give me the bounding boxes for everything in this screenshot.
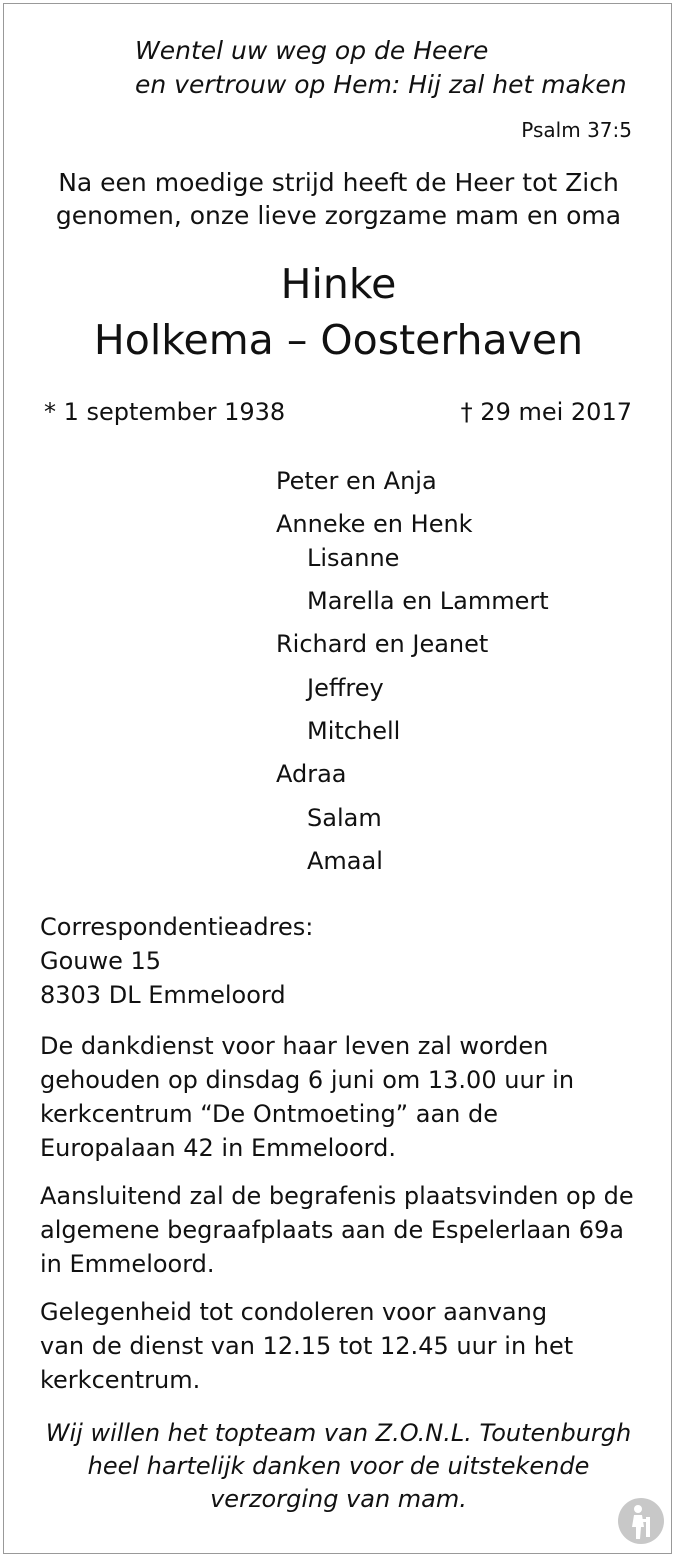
intro-line-1: Na een moedige strijd heeft de Heer tot Zich [58,168,619,197]
service-line: De dankdienst voor haar leven zal worden [40,1032,549,1060]
family-member: Richard en Jeanet [276,630,489,658]
family-member: Amaal [307,847,383,875]
deceased-first-name: Hinke [280,260,397,308]
condolence-line: kerkcentrum. [40,1366,201,1394]
condolence-paragraph [40,1295,640,1397]
verse-reference: Psalm 37:5 [521,118,632,142]
burial-paragraph [40,1179,640,1281]
family-member: Anneke en Henk [276,510,473,538]
family-member: Jeffrey [307,674,384,702]
family-member: Mitchell [307,717,401,745]
service-line: gehouden op dinsdag 6 juni om 13.00 uur in [40,1066,575,1094]
death-date: † 29 mei 2017 [460,398,632,426]
correspondence-label: Correspondentieadres: [40,913,314,941]
intro-line-2: genomen, onze lieve zorgzame mam en oma [55,201,622,230]
condolence-line: Gelegenheid tot condoleren voor aanvang [40,1298,548,1326]
family-member: Marella en Lammert [307,587,549,615]
service-line: Europalaan 42 in Emmeloord. [40,1134,396,1162]
family-member: Peter en Anja [276,467,437,495]
burial-line: in Emmeloord. [40,1250,215,1278]
memorial-figure-icon [617,1497,665,1545]
correspondence-city: 8303 DL Emmeloord [40,981,286,1009]
correspondence-address [40,910,640,1012]
thanks-line-3: verzorging van mam. [210,1485,467,1513]
verse-line-1: Wentel uw weg op de Heere [135,36,489,65]
burial-line: algemene begraafplaats aan de Espelerlaan 69a [40,1216,624,1244]
deceased-surname: Holkema – Oosterhaven [93,316,584,364]
family-member: Adraa [276,760,347,788]
burial-line: Aansluitend zal de begrafenis plaatsvinden op de [40,1182,634,1210]
birth-date: * 1 september 1938 [44,398,286,426]
thanks-line-2: heel hartelijk danken voor de uitstekende [87,1452,590,1480]
verse-line-2: en vertrouw op Hem: Hij zal het maken [135,70,627,99]
condolence-line: van de dienst van 12.15 tot 12.45 uur in het [40,1332,574,1360]
service-paragraph [40,1029,640,1165]
family-member: Salam [307,804,382,832]
family-member: Lisanne [307,544,400,572]
service-line: kerkcentrum “De Ontmoeting” aan de [40,1100,498,1128]
correspondence-street: Gouwe 15 [40,947,162,975]
thanks-line-1: Wij willen het topteam van Z.O.N.L. Toutenburgh [45,1419,632,1447]
